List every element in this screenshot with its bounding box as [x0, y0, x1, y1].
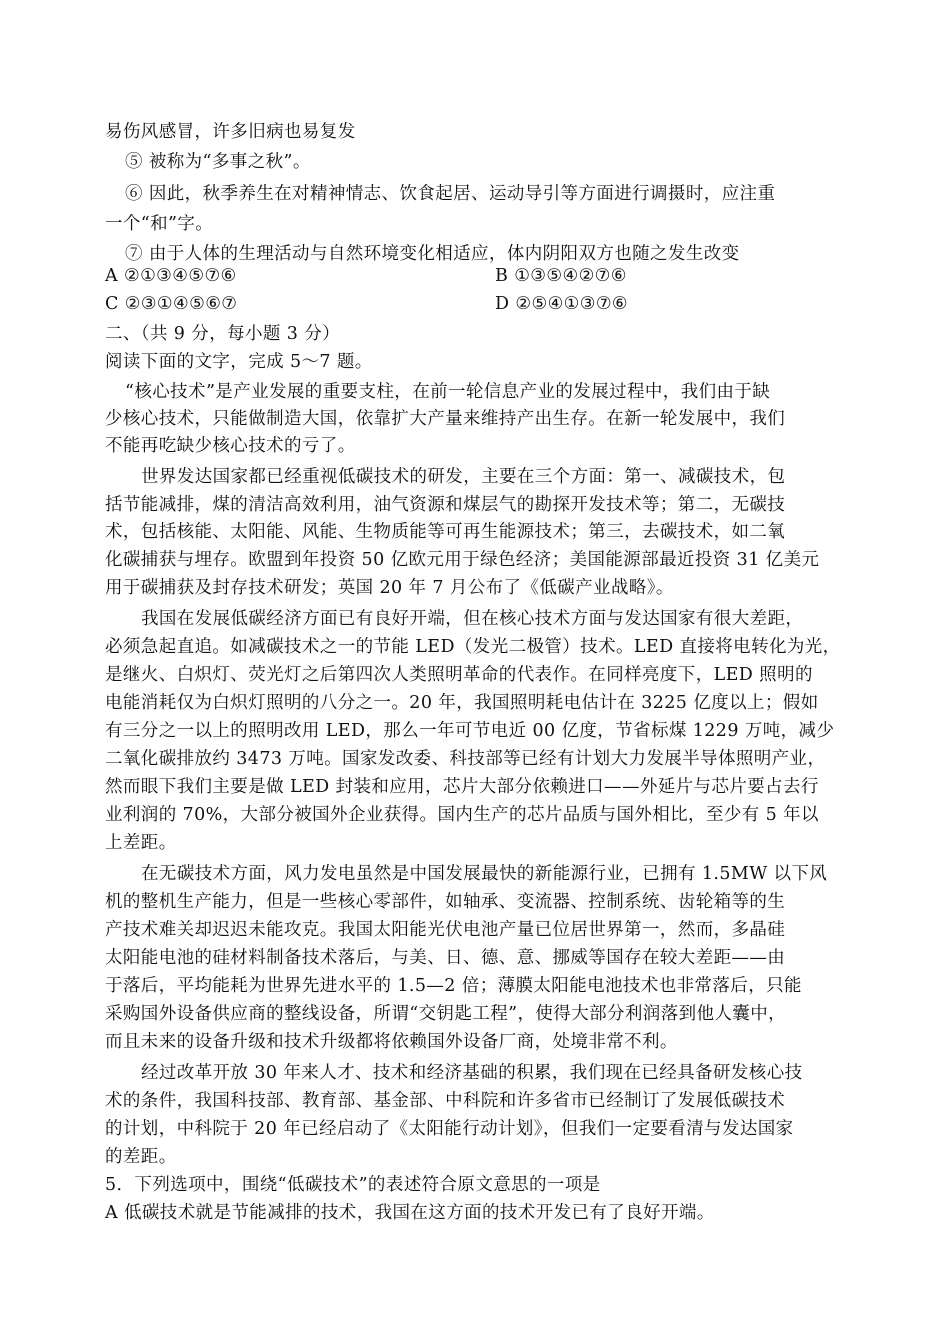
paragraph-line: 电能消耗仅为白炽灯照明的八分之一。20 年，我国照明耗电估计在 3225 亿度以上；假如	[105, 693, 819, 713]
paragraph-line: 必须急起直追。如减碳技术之一的节能 LED（发光二极管）技术。LED 直接将电转化为光，	[105, 637, 841, 657]
question-5-choice-a: A 低碳技术就是节能减排的技术，我国在这方面的技术开发已有了良好开端。	[105, 1203, 715, 1223]
paragraph-line: 业利润的 70%，大部分被国外企业获得。国内生产的芯片品质与国外相比，至少有 5 年以	[105, 805, 819, 825]
paragraph-line: 的差距。	[105, 1147, 177, 1167]
reading-instruction: 阅读下面的文字，完成 5～7 题。	[105, 352, 373, 372]
paragraph-line: 术，包括核能、太阳能、风能、生物质能等可再生能源技术；第三，去碳技术，如二氧	[105, 522, 786, 542]
sentence-option-7: ⑦ 由于人体的生理活动与自然环境变化相适应，体内阴阳双方也随之发生改变	[125, 244, 740, 264]
paragraph-line: 二氧化碳排放约 3473 万吨。国家发改委、科技部等已经有计划大力发展半导体照明产业，	[105, 749, 826, 769]
paragraph-line: 有三分之一以上的照明改用 LED，那么一年可节电近 00 亿度，节省标煤 1229 万吨，减少	[105, 721, 835, 741]
answer-choice-a: A ②①③④⑤⑦⑥	[105, 266, 237, 286]
paragraph-line: 产技术难关却迟迟未能攻克。我国太阳能光伏电池产量已位居世界第一，然而，多晶硅	[105, 920, 786, 940]
sentence-option-6: ⑥ 因此，秋季养生在对精神情志、饮食起居、运动导引等方面进行调摄时，应注重	[125, 184, 776, 204]
paragraph-line: 采购国外设备供应商的整线设备，所谓“交钥匙工程”，使得大部分利润落到他人囊中，	[105, 1004, 786, 1024]
paragraph-line: 机的整机生产能力，但是一些核心零部件，如轴承、变流器、控制系统、齿轮箱等的生	[105, 892, 786, 912]
paragraph-line: 世界发达国家都已经重视低碳技术的研发，主要在三个方面：第一、减碳技术，包	[141, 467, 786, 487]
answer-choice-d: D ②⑤④①③⑦⑥	[495, 294, 629, 314]
paragraph-line: 上差距。	[105, 833, 177, 853]
paragraph-line: 在无碳技术方面，风力发电虽然是中国发展最快的新能源行业，已拥有 1.5MW 以下风	[141, 864, 828, 884]
question-5: 5．下列选项中，围绕“低碳技术”的表述符合原文意思的一项是	[105, 1175, 601, 1195]
paragraph-line: 我国在发展低碳经济方面已有良好开端，但在核心技术方面与发达国家有很大差距，	[141, 609, 804, 629]
text-line: 易伤风感冒，许多旧病也易复发	[105, 122, 356, 142]
paragraph-line: 化碳捕获与埋存。欧盟到年投资 50 亿欧元用于绿色经济；美国能源部最近投资 31 亿美元	[105, 550, 820, 570]
paragraph-line: 括节能减排，煤的清洁高效利用，油气资源和煤层气的勘探开发技术等；第二，无碳技	[105, 495, 786, 515]
paragraph-line: 然而眼下我们主要是做 LED 封装和应用，芯片大部分依赖进口——外延片与芯片要占去行	[105, 777, 819, 797]
paragraph-line: 是继火、白炽灯、荧光灯之后第四次人类照明革命的代表作。在同样亮度下，LED 照明的	[105, 665, 813, 685]
paragraph-line: 术的条件，我国科技部、教育部、基金部、中科院和许多省市已经制订了发展低碳技术	[105, 1091, 786, 1111]
answer-choice-c: C ②③①④⑤⑥⑦	[105, 294, 238, 314]
paragraph-line: 太阳能电池的硅材料制备技术落后，与美、日、德、意、挪威等国存在较大差距——由	[105, 948, 786, 968]
paragraph-line: 经过改革开放 30 年来人才、技术和经济基础的积累，我们现在已经具备研发核心技	[141, 1063, 803, 1083]
paragraph-line: 而且未来的设备升级和技术升级都将依赖国外设备厂商，处境非常不利。	[105, 1032, 678, 1052]
paragraph-line: “核心技术”是产业发展的重要支柱，在前一轮信息产业的发展过程中，我们由于缺	[125, 382, 771, 402]
section-heading: 二、（共 9 分，每小题 3 分）	[105, 324, 341, 344]
text-line: 一个“和”字。	[105, 214, 214, 234]
paragraph-line: 于落后，平均能耗为世界先进水平的 1.5—2 倍；薄膜太阳能电池技术也非常落后，只能	[105, 976, 802, 996]
paragraph-line: 少核心技术，只能做制造大国，依靠扩大产量来维持产出生存。在新一轮发展中，我们	[105, 409, 786, 429]
paragraph-line: 用于碳捕获及封存技术研发；英国 20 年 7 月公布了《低碳产业战略》。	[105, 578, 674, 598]
paragraph-line: 不能再吃缺少核心技术的亏了。	[105, 436, 356, 456]
paragraph-line: 的计划，中科院于 20 年已经启动了《太阳能行动计划》，但我们一定要看清与发达国家	[105, 1119, 794, 1139]
sentence-option-5: ⑤ 被称为“多事之秋”。	[125, 152, 311, 172]
answer-choice-b: B ①③⑤④②⑦⑥	[495, 266, 627, 286]
